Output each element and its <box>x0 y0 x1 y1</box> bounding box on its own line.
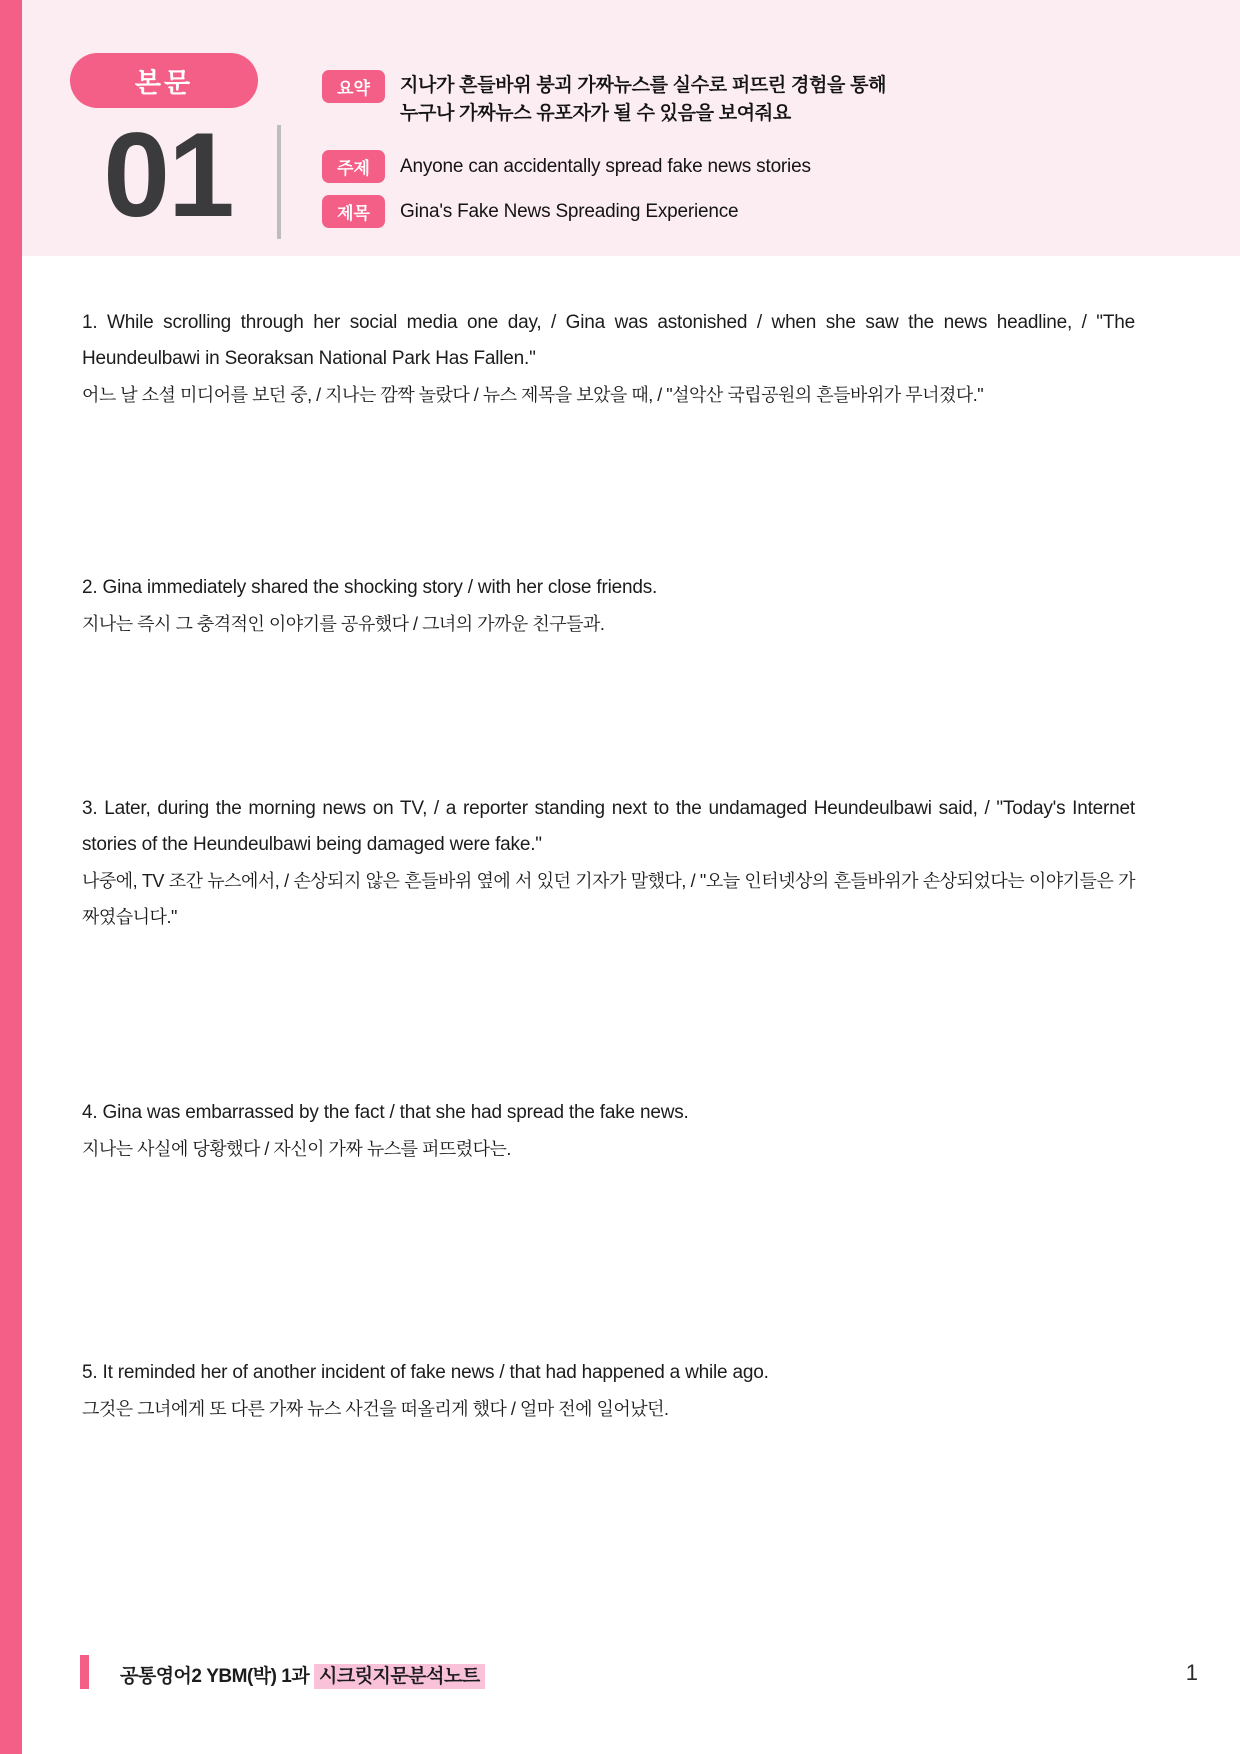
sentence-1-korean: 어느 날 소셜 미디어를 보던 중, / 지나는 깜짝 놀랐다 / 뉴스 제목을 보았을 때, / "설악산 국립공원의 흔들바위가 무너졌다." <box>82 385 984 405</box>
title-row <box>322 195 738 228</box>
header <box>22 0 1240 256</box>
section-badge: 본문 <box>70 53 258 108</box>
sentence-3-korean: 나중에, TV 조간 뉴스에서, / 손상되지 않은 흔들바위 옆에 서 있던 기자가 말했다, / "오늘 인터넷상의 흔들바위가 손상되었다는 이야기들은 가짜였습니다." <box>82 871 1135 927</box>
section-number: 01 <box>103 108 233 242</box>
sentence-block-2 <box>82 570 1135 642</box>
sentence-2-english: 2. Gina immediately shared the shocking story / with her close friends. <box>82 577 658 598</box>
sentence-block-1 <box>82 305 1135 413</box>
sentence-5-english: 5. It reminded her of another incident of fake news / that had happened a while ago. <box>82 1362 769 1383</box>
sentence-2-korean: 지나는 즉시 그 충격적인 이야기를 공유했다 / 그녀의 가까운 친구들과. <box>82 614 605 634</box>
sentence-block-3 <box>82 791 1135 935</box>
footer-highlight-label: 시크릿지문분석노트 <box>314 1664 485 1689</box>
summary-line-2: 누구나 가짜뉴스 유포자가 될 수 있음을 보여줘요 <box>400 103 791 124</box>
summary-text <box>400 70 886 128</box>
sentence-5-korean: 그것은 그녀에게 또 다른 가짜 뉴스 사건을 떠올리게 했다 / 얼마 전에 일어났던. <box>82 1399 669 1419</box>
topic-text: Anyone can accidentally spread fake news stories <box>400 155 811 177</box>
sentence-4-korean: 지나는 사실에 당황했다 / 자신이 가짜 뉴스를 퍼뜨렸다는. <box>82 1139 511 1159</box>
summary-tag: 요약 <box>322 70 385 103</box>
title-tag: 제목 <box>322 195 385 228</box>
sentence-3-english: 3. Later, during the morning news on TV, / a reporter standing next to the undamaged Heundeulbawi said, / "Today's Internet stories of the Heundeulbawi being damaged were fake." <box>82 798 1135 855</box>
footer-text <box>120 1661 485 1688</box>
page-number: 1 <box>1185 1660 1198 1685</box>
topic-tag: 주제 <box>322 150 385 183</box>
footer-course-label: 공통영어2 YBM(박) 1과 <box>120 1666 310 1687</box>
topic-row <box>322 150 811 183</box>
summary-row <box>322 70 886 128</box>
left-edge-stripe <box>0 0 22 1754</box>
title-text: Gina's Fake News Spreading Experience <box>400 200 739 222</box>
sentence-block-5 <box>82 1355 1135 1427</box>
footer-accent-bar <box>80 1655 89 1689</box>
sentence-block-4 <box>82 1095 1135 1167</box>
sentence-1-english: 1. While scrolling through her social media one day, / Gina was astonished / when she saw the news headline, / "The Heundeulbawi in Seoraksan National Park Has Fallen." <box>82 312 1135 369</box>
vertical-divider <box>277 125 281 239</box>
sentence-4-english: 4. Gina was embarrassed by the fact / that she had spread the fake news. <box>82 1102 689 1123</box>
summary-line-1: 지나가 흔들바위 붕괴 가짜뉴스를 실수로 퍼뜨린 경험을 통해 <box>400 75 887 96</box>
